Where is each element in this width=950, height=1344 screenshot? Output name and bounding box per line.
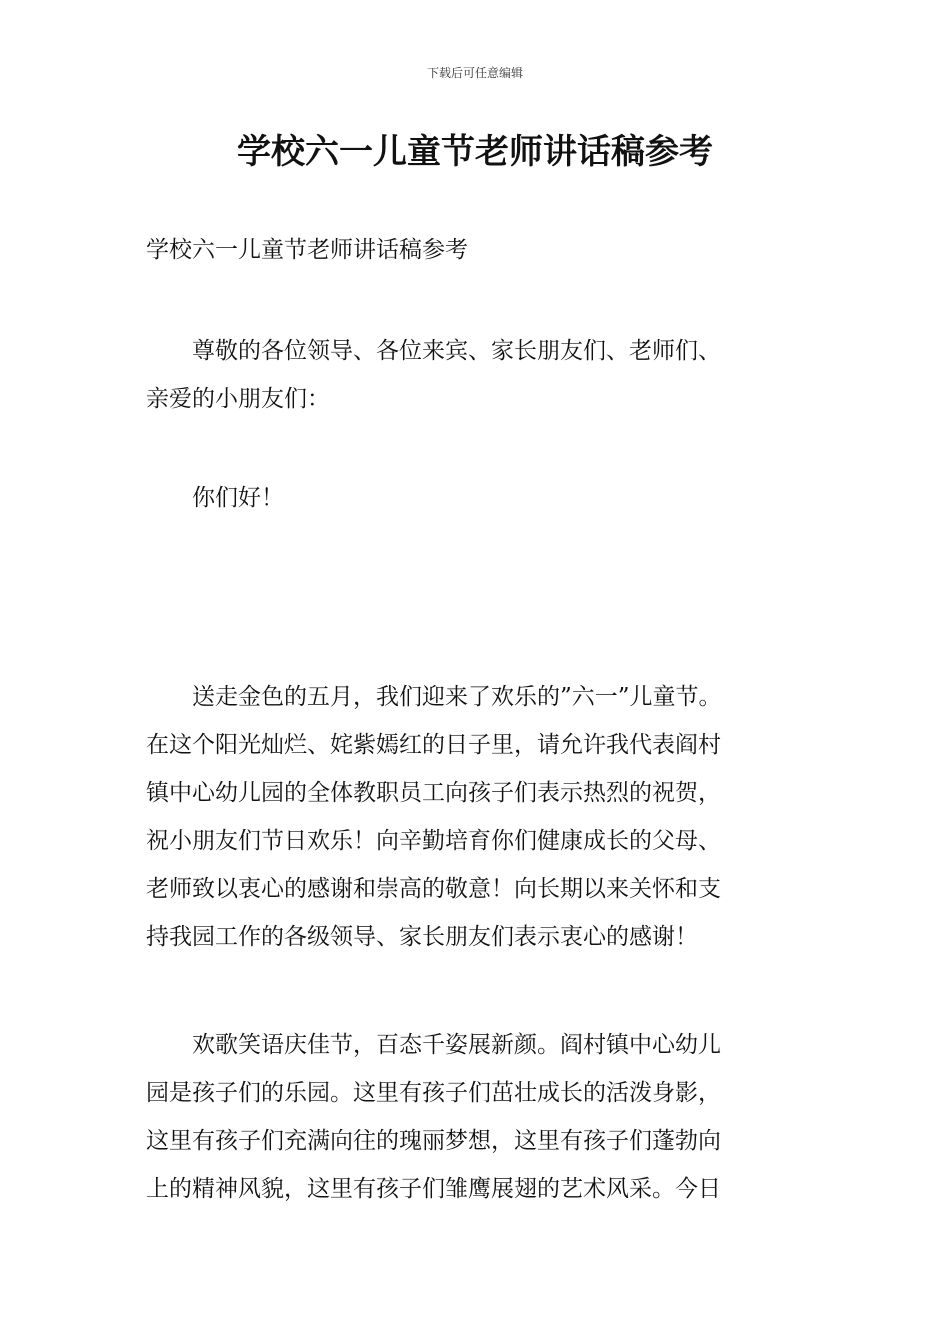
greeting-paragraph: 你们好！ [146, 485, 284, 511]
paragraph-line: 在这个阳光灿烂、姹紫嫣红的日子里，请允许我代表阎村 [146, 732, 721, 758]
paragraph-line: 持我园工作的各级领导、家长朋友们表示衷心的感谢！ [146, 924, 698, 950]
salutation-line: 亲爱的小朋友们： [146, 386, 330, 412]
paragraph-line: 祝小朋友们节日欢乐！向辛勤培育你们健康成长的父母、 [146, 828, 721, 854]
paragraph-line: 上的精神风貌，这里有孩子们雏鹰展翅的艺术风采。今日 [146, 1176, 721, 1202]
body-paragraph-2 [146, 1021, 812, 1213]
body-paragraph-1 [146, 673, 812, 961]
salutation-paragraph [146, 327, 812, 423]
document-subtitle: 学校六一儿童节老师讲话稿参考 [146, 237, 468, 263]
paragraph-line: 这里有孩子们充满向往的瑰丽梦想，这里有孩子们蓬勃向 [146, 1128, 721, 1154]
download-note: 下载后可任意编辑 [426, 66, 523, 80]
paragraph-line: 园是孩子们的乐园。这里有孩子们茁壮成长的活泼身影， [146, 1080, 721, 1106]
salutation-line: 尊敬的各位领导、各位来宾、家长朋友们、老师们、 [146, 338, 721, 364]
paragraph-line: 欢歌笑语庆佳节，百态千姿展新颜。阎村镇中心幼儿 [146, 1032, 721, 1058]
paragraph-line: 送走金色的五月，我们迎来了欢乐的”六一”儿童节。 [146, 684, 722, 710]
paragraph-line: 老师致以衷心的感谢和崇高的敬意！向长期以来关怀和支 [146, 876, 721, 902]
document-title: 学校六一儿童节老师讲话稿参考 [237, 132, 713, 172]
paragraph-line: 镇中心幼儿园的全体教职员工向孩子们表示热烈的祝贺， [146, 780, 721, 806]
